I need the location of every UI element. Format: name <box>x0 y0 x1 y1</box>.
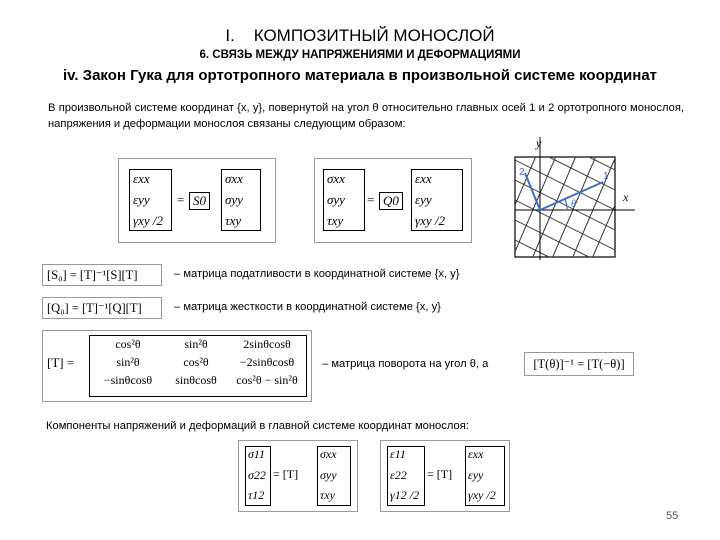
strain-xx: εxx <box>415 171 432 186</box>
matrix-cell: −sinθcosθ <box>103 373 153 387</box>
matrix-cell: sin²θ <box>116 355 140 369</box>
stress-vector <box>320 447 337 503</box>
stress-xy: τxy <box>327 213 344 228</box>
rotation-matrix-grid <box>93 337 305 388</box>
stress-yy: σyy <box>225 192 243 207</box>
components-label: Компоненты напряжений и деформаций в главной системе координат монослоя: <box>46 420 469 432</box>
rotation-description: – матрица поворота на угол θ, а <box>322 358 489 370</box>
stress-xx: σxx <box>327 171 345 186</box>
page-number: 55 <box>666 510 679 522</box>
stress-xy: τxy <box>225 213 242 228</box>
slide-title <box>0 26 720 46</box>
stress-vector <box>225 171 243 229</box>
stress-vector <box>327 171 345 229</box>
rotation-matrix-label: [T] = <box>47 355 75 370</box>
stress-xy: τxy <box>320 488 335 502</box>
axis-1-label: 1 <box>603 171 609 182</box>
section-title: КОМПОЗИТНЫЙ МОНОСЛОЙ <box>253 26 495 45</box>
strain-yy: εyy <box>468 467 484 482</box>
stress-xx: σxx <box>225 171 243 186</box>
matrix-cell: cos²θ <box>183 355 209 369</box>
stiffness-description: – матрица жесткости в координатной системе {x, y} <box>174 301 441 313</box>
matrix-cell: cos²θ <box>115 337 141 351</box>
y-axis-label: y <box>536 136 542 150</box>
stiffness-matrix-symbol: Q0 <box>379 192 403 210</box>
strain-vector <box>415 171 445 229</box>
rotation-inverse-formula: [T(θ)]⁻¹ = [T(−θ)] <box>524 352 634 376</box>
rotated-axes-diagram <box>505 135 655 265</box>
matrix-cell: sin²θ <box>184 337 208 351</box>
principal-strain-vector <box>390 447 419 503</box>
rotation-matrix-box <box>42 330 312 402</box>
shear-strain-xy: γxy /2 <box>468 488 496 502</box>
slide-subtitle: 6. СВЯЗЬ МЕЖДУ НАПРЯЖЕНИЯМИ И ДЕФОРМАЦИЯМИ <box>199 49 521 61</box>
shear-strain-12: γ12 /2 <box>390 488 420 502</box>
stiffness-transform-formula: [Q₀] = [T]⁻¹[Q][T] <box>42 297 162 319</box>
compliance-matrix-symbol: S0 <box>189 192 210 210</box>
strain-vector <box>133 171 163 229</box>
stiffness-equation-box <box>314 158 472 243</box>
slide-heading: iv. Закон Гука для ортотропного материала в произвольной системе координат <box>62 67 658 84</box>
x-axis-label: x <box>623 190 629 204</box>
shear-strain-xy: γxy /2 <box>133 213 164 228</box>
section-number: I. <box>225 26 235 45</box>
matrix-cell: cos²θ − sin²θ <box>236 373 298 387</box>
stress-11: σ11 <box>248 447 266 461</box>
strain-xx: εxx <box>133 171 150 186</box>
principal-strain-equation-box <box>380 440 510 512</box>
stress-xx: σxx <box>320 447 337 461</box>
matrix-cell: −2sinθcosθ <box>239 355 295 369</box>
intro-paragraph: В произвольной системе координат {x, y}, повернутой на угол θ относительно главных осей 1 и 2 ортотропного монослоя, напряжения и деформации монослоя связаны следующим образом: <box>48 102 684 130</box>
strain-yy: εyy <box>415 192 432 207</box>
axis-2-label: 2 <box>519 167 525 178</box>
stress-12: τ12 <box>248 488 265 502</box>
matrix-cell: sinθcosθ <box>175 373 217 387</box>
angle-label: θ <box>571 199 576 210</box>
transform-operator: = [T] <box>273 467 299 481</box>
matrix-cell: 2sinθcosθ <box>243 337 291 351</box>
equals-sign: = <box>367 192 375 207</box>
compliance-equation-box <box>118 158 276 243</box>
transform-operator: = [T] <box>427 467 453 481</box>
principal-stress-equation-box <box>238 440 358 512</box>
compliance-transform-formula: [S₀] = [T]⁻¹[S][T] <box>42 264 162 286</box>
strain-vector <box>468 447 496 503</box>
stress-yy: σyy <box>327 192 345 207</box>
stress-22: σ22 <box>248 467 266 482</box>
compliance-description: – матрица податливости в координатной системе {x, y} <box>174 268 460 280</box>
principal-stress-vector <box>248 447 266 503</box>
strain-11: ε11 <box>390 447 406 461</box>
strain-22: ε22 <box>390 467 407 482</box>
shear-strain-xy: γxy /2 <box>415 213 446 228</box>
strain-yy: εyy <box>133 192 150 207</box>
stress-yy: σyy <box>320 467 337 482</box>
strain-xx: εxx <box>468 447 484 461</box>
equals-sign: = <box>177 192 185 207</box>
